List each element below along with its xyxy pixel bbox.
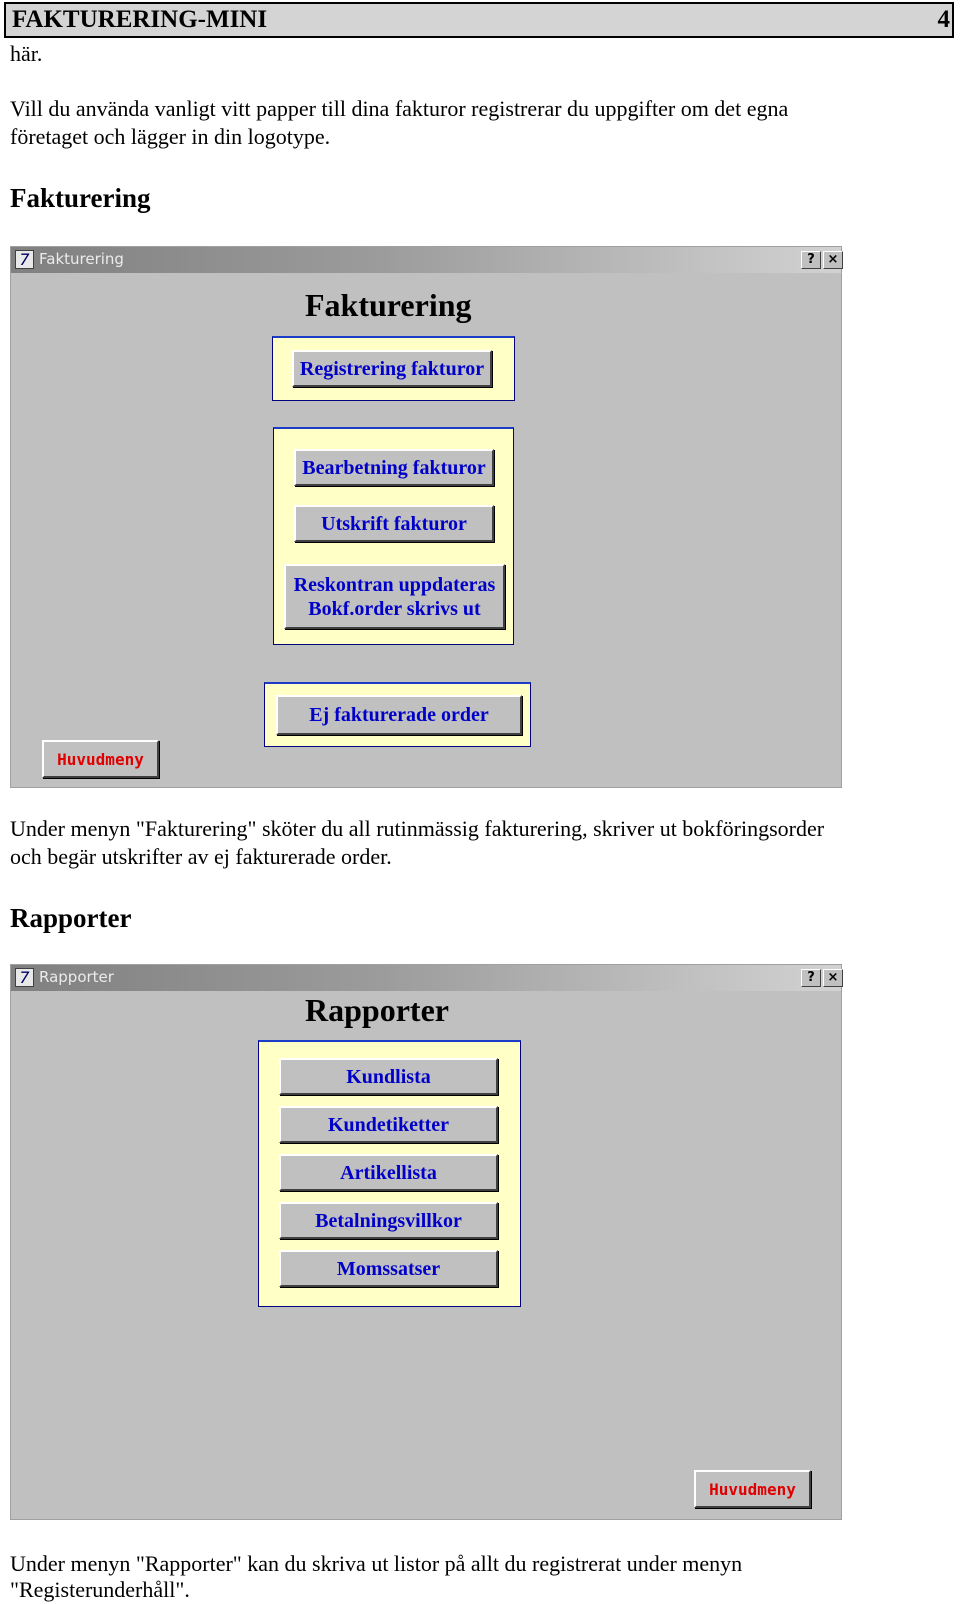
momssatser-button[interactable]: Momssatser — [279, 1250, 498, 1287]
window-title: Rapporter — [39, 968, 114, 986]
betalningsvillkor-button[interactable]: Betalningsvillkor — [279, 1202, 498, 1239]
app-icon: 7 — [15, 250, 34, 269]
document-title: FAKTURERING-MINI — [12, 6, 268, 33]
close-icon[interactable]: × — [823, 251, 843, 269]
close-icon[interactable]: × — [823, 969, 843, 987]
window-title: Fakturering — [39, 250, 124, 268]
rapporter-titlebar — [11, 965, 841, 991]
kundetiketter-button[interactable]: Kundetiketter — [279, 1106, 498, 1143]
paragraph-rapporter-line1: Under menyn "Rapporter" kan du skriva ut listor på allt du registrerat under menyn — [10, 1551, 743, 1576]
utskrift-fakturor-button[interactable]: Utskrift fakturor — [294, 505, 494, 542]
rapporter-window — [10, 964, 842, 1520]
heading-fakturering: Fakturering — [10, 183, 151, 213]
reskontra-button[interactable]: Reskontran uppdateras Bokf.order skrivs ut — [284, 564, 505, 629]
fakturering-window — [10, 246, 842, 788]
ej-fakturerade-order-button[interactable]: Ej fakturerade order — [276, 695, 522, 735]
registrering-fakturor-button[interactable]: Registrering fakturor — [292, 350, 492, 387]
huvudmeny-button[interactable]: Huvudmeny — [694, 1470, 811, 1508]
paragraph-fakturering-line1: Under menyn "Fakturering" sköter du all rutinmässig fakturering, skriver ut bokföringsorder — [10, 816, 825, 841]
help-icon[interactable]: ? — [801, 251, 821, 269]
group-ej-fakturerade — [264, 682, 531, 747]
group-rapporter — [258, 1040, 521, 1307]
form-title: Fakturering — [305, 287, 472, 323]
page-header — [4, 2, 954, 38]
fakturering-titlebar — [11, 247, 841, 273]
page-number: 4 — [937, 6, 950, 33]
paragraph-fakturering-line2: och begär utskrifter av ej fakturerade order. — [10, 844, 392, 869]
app-icon: 7 — [15, 968, 34, 987]
kundlista-button[interactable]: Kundlista — [279, 1058, 498, 1095]
huvudmeny-button[interactable]: Huvudmeny — [42, 740, 159, 778]
paragraph-vitt-papper-line1: Vill du använda vanligt vitt papper till dina fakturor registrerar du uppgifter om det egna — [10, 96, 789, 121]
group-registrering — [272, 336, 515, 401]
form-title: Rapporter — [305, 992, 449, 1028]
paragraph-rapporter-line2: "Registerunderhåll". — [10, 1577, 190, 1602]
bearbetning-fakturor-button[interactable]: Bearbetning fakturor — [294, 449, 494, 486]
heading-rapporter: Rapporter — [10, 903, 132, 933]
help-icon[interactable]: ? — [801, 969, 821, 987]
artikellista-button[interactable]: Artikellista — [279, 1154, 498, 1191]
group-bearbetning — [273, 427, 514, 645]
paragraph-har: här. — [10, 41, 43, 66]
paragraph-vitt-papper-line2: företaget och lägger in din logotype. — [10, 124, 331, 149]
